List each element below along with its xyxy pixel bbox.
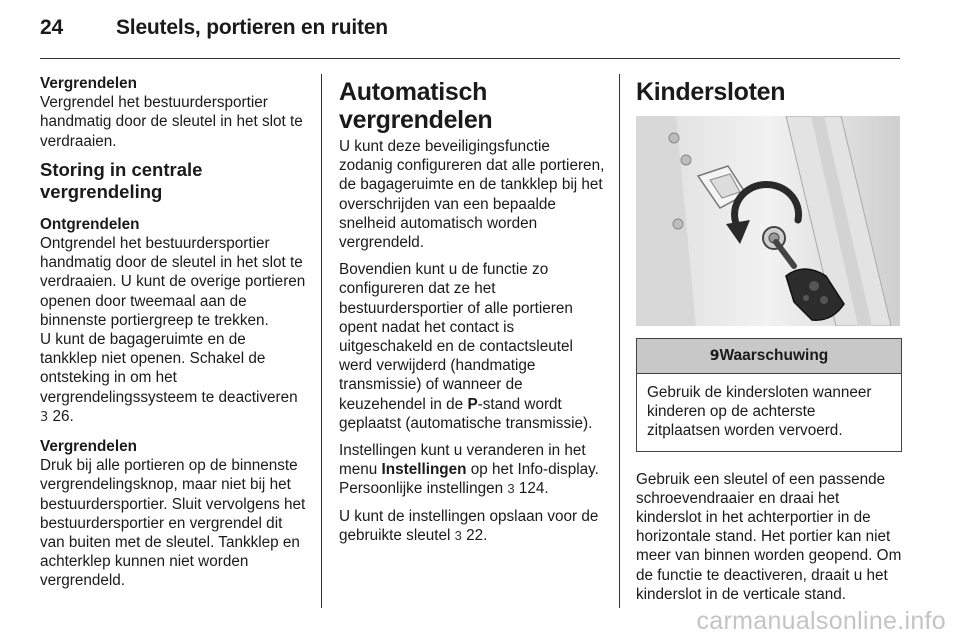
child-lock-illustration: [636, 116, 900, 326]
column-3: [636, 78, 906, 604]
ref-arrow-icon: 3: [40, 409, 49, 425]
subheading-lock: Vergrendelen: [40, 75, 137, 92]
header-rule: [40, 58, 900, 59]
column-2: [339, 78, 606, 545]
paragraph-unlock: Ontgrendel het bestuurdersportier handmatig door de sleutel in het slot te verdraaien. U kunt de overige portieren openen door tweemaal aan de binnenste portiergreep te trekken.: [40, 235, 306, 329]
section-title-central-locking: Storing in centrale vergrendeling: [40, 158, 203, 202]
child-lock-drawing: [636, 116, 900, 326]
warning-triangle-icon: 9: [709, 348, 720, 364]
subheading-lock-2: Vergrendelen: [40, 438, 137, 456]
paragraph-auto-unlock: Bovendien kunt u de functie zo configureren dat ze het bestuurdersportier of alle portieren opent nadat het contact is uitgeschakeld en de contactsleutel werd verwijderd (handmatige transmissie) of wanneer de keuzehendel in de P-stand wordt geplaatst (automatische transmissie).: [339, 261, 593, 432]
ref-arrow-icon: 3: [454, 527, 462, 543]
warning-header: [637, 339, 901, 374]
paragraph-lock-doors: Druk bij alle portieren op de binnenste vergrendelingsknop, maar niet bij het bestuurdersportier. Sluit vervolgens het bestuurdersportier en vergrendel dit van buiten met de sleutel. Tankklep en achterklep kunnen niet worden vergrendeld.: [40, 457, 306, 590]
warning-box: [636, 338, 902, 452]
paragraph-settings: Instellingen kunt u veranderen in het menu Instellingen op het Info-display. Persoonlijke instellingen 3 124.: [339, 442, 599, 498]
warning-title: Waarschuwing: [719, 347, 829, 364]
paragraph-lock: Vergrendel het bestuurdersportier handmatig door de sleutel in het slot te verdraaien.: [40, 94, 303, 150]
page-number: 24: [40, 16, 63, 39]
page-title: Sleutels, portieren en ruiten: [116, 16, 388, 39]
column-divider-1: [321, 74, 322, 608]
page-header: [40, 16, 388, 40]
paragraph-save: U kunt de instellingen opslaan voor de gebruikte sleutel 3 22.: [339, 507, 599, 544]
watermark: carmanualsonline.info: [696, 607, 946, 635]
column-1: [40, 74, 306, 591]
section-title-child-locks: Kindersloten: [636, 78, 786, 106]
subheading-unlock: Ontgrendelen: [40, 215, 140, 233]
column-divider-2: [619, 74, 620, 608]
warning-text: Gebruik de kindersloten wanneer kinderen op de achterste zitplaatsen worden vervoerd.: [647, 384, 872, 440]
paragraph-auto-lock: U kunt deze beveiligingsfunctie zodanig configureren dat alle portieren, de bagageruimte en de tankklep bij het overschrijden van een bepaalde snelheid automatisch worden vergrendeld.: [339, 138, 605, 252]
paragraph-child-lock: Gebruik een sleutel of een passende schroevendraaier en draai het kinderslot in het achterportier in de horizontale stand. Het portier kan niet meer van binnen worden geopend. Om de functie te deactiveren, draait u het kinderslot in de verticale stand.: [636, 470, 902, 603]
section-title-auto-lock: Automatisch vergrendelen: [339, 78, 493, 134]
paragraph-trunk: U kunt de bagageruimte en de tankklep niet openen. Schakel de ontsteking in om het vergrendelingssysteem te deactiveren 3 26.: [40, 331, 298, 425]
ref-arrow-icon: 3: [507, 481, 515, 497]
